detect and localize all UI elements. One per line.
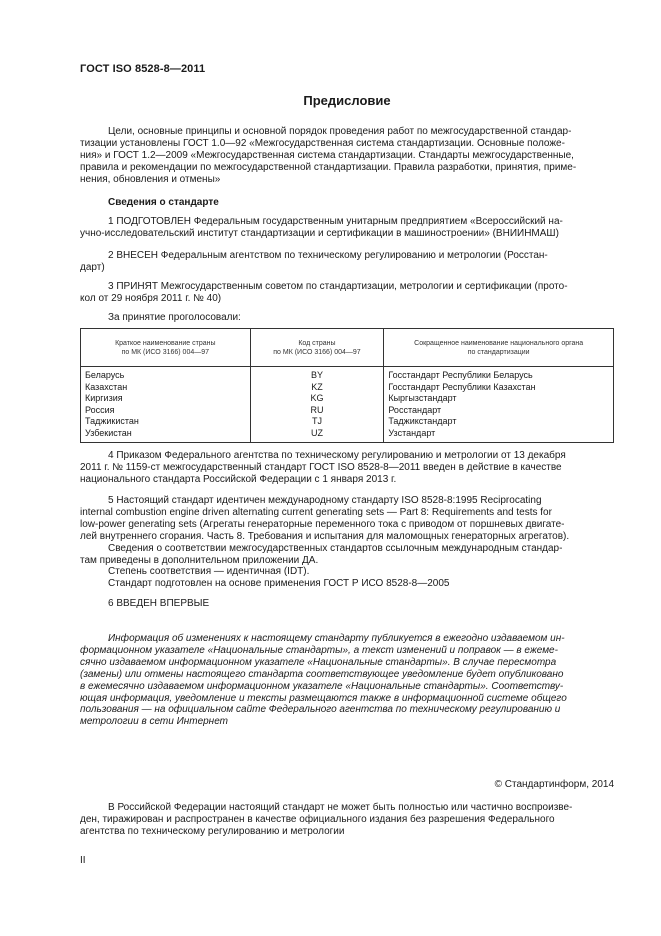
notice-line: Информация об изменениях к настоящему стандарту публикуется в ежегодно издаваемом ин- bbox=[108, 633, 565, 644]
country-cell: Казахстан bbox=[81, 382, 251, 394]
item-5-line: лей внутреннего сгорания. Часть 8. Требования и испытания для маломощных генераторных агрегатов). bbox=[80, 530, 570, 542]
intro-line: Цели, основные принципы и основной порядок проведения работ по межгосударственной стандар- bbox=[108, 126, 572, 137]
item-5-line: 5 Настоящий стандарт идентичен международному стандарту ISO 8528-8:1995 Reciprocating bbox=[108, 495, 542, 506]
country-cell: Узбекистан bbox=[81, 428, 251, 443]
country-cell: Таджикистан bbox=[81, 416, 251, 428]
intro-line: нения, обновления и отмены» bbox=[80, 173, 221, 185]
table-header-row bbox=[81, 329, 614, 367]
item-4-line: 2011 г. № 1159-ст межгосударственный стандарт ГОСТ ISO 8528-8—2011 введен в действие в качестве bbox=[80, 461, 562, 473]
page-number: II bbox=[80, 855, 86, 866]
table-row bbox=[81, 393, 614, 405]
column-header-code: Код страны по МК (ИСО 3166) 004—97 bbox=[250, 329, 384, 367]
code-cell: RU bbox=[250, 405, 384, 417]
agency-cell: Кыргызстандарт bbox=[384, 393, 614, 405]
table-row bbox=[81, 382, 614, 394]
notice-line: (замены) или отмены настоящего стандарта соответствующее уведомление будет опубликовано bbox=[80, 668, 564, 680]
code-cell: KG bbox=[250, 393, 384, 405]
item-6: 6 ВВЕДЕН ВПЕРВЫЕ bbox=[108, 598, 210, 609]
agency-cell: Узстандарт bbox=[384, 428, 614, 443]
notice-line: сячно издаваемом информационном указателе «Национальные стандарты». В случае пересмотра bbox=[80, 656, 557, 668]
intro-paragraph bbox=[80, 126, 614, 186]
item-4 bbox=[80, 450, 614, 486]
item-3-line: 3 ПРИНЯТ Межгосударственным советом по стандартизации, метрологии и сертификации (прото- bbox=[108, 281, 568, 292]
agency-cell: Таджикстандарт bbox=[384, 416, 614, 428]
agency-cell: Госстандарт Республики Казахстан bbox=[384, 382, 614, 394]
code-cell: KZ bbox=[250, 382, 384, 394]
rights-line: агентства по техническому регулированию и метрологии bbox=[80, 825, 345, 837]
copyright: © Стандартинформ, 2014 bbox=[494, 779, 614, 790]
rights-paragraph bbox=[80, 802, 614, 838]
column-header-country: Краткое наименование страны по МК (ИСО 3166) 004—97 bbox=[81, 329, 251, 367]
rights-line: В Российской Федерации настоящий стандарт не может быть полностью или частично воспроизве- bbox=[108, 802, 573, 813]
country-cell: Беларусь bbox=[81, 367, 251, 382]
notice-line: метрологии в сети Интернет bbox=[80, 716, 228, 728]
item-3-line: кол от 29 ноября 2011 г. № 40) bbox=[80, 292, 222, 304]
item-3 bbox=[80, 281, 614, 305]
item-4-line: национального стандарта Российской Федерации с 1 января 2013 г. bbox=[80, 473, 397, 485]
notice-line: в ежемесячно издаваемом информационном указателе «Национальные стандарты». Соответству- bbox=[80, 680, 564, 692]
code-cell: TJ bbox=[250, 416, 384, 428]
item-5-line: internal combustion engine driven alternating current generating sets — Part 8: Requirements and tests for bbox=[80, 506, 552, 518]
code-cell: BY bbox=[250, 367, 384, 382]
country-cell: Киргизия bbox=[81, 393, 251, 405]
voting-table bbox=[80, 328, 614, 443]
notice-line: пользования — на официальном сайте Федерального агентства по техническому регулированию и bbox=[80, 704, 561, 716]
table-row bbox=[81, 416, 614, 428]
item-5 bbox=[80, 495, 614, 590]
vote-label: За принятие проголосовали: bbox=[108, 312, 241, 323]
agency-cell: Росстандарт bbox=[384, 405, 614, 417]
page-title: Предисловие bbox=[303, 93, 391, 108]
item-2-line: 2 ВНЕСЕН Федеральным агентством по техническому регулированию и метрологии (Росстан- bbox=[108, 250, 548, 261]
item-5-note: Стандарт подготовлен на основе применения ГОСТ Р ИСО 8528-8—2005 bbox=[108, 578, 450, 590]
item-1 bbox=[80, 216, 614, 240]
country-cell: Россия bbox=[81, 405, 251, 417]
item-1-line: учно-исследовательский институт стандартизации и сертификации в машиностроении» (ВНИИНМАШ) bbox=[80, 227, 559, 239]
section-heading: Сведения о стандарте bbox=[108, 197, 219, 208]
item-5-note: Сведения о соответствии межгосударственных стандартов ссылочным международным стандар- bbox=[108, 542, 563, 554]
intro-line: ния» и ГОСТ 1.2—2009 «Межгосударственная система стандартизации. Стандарты межгосударственные, bbox=[80, 149, 574, 161]
item-2-line: дарт) bbox=[80, 261, 105, 273]
table-row bbox=[81, 405, 614, 417]
intro-line: правила и рекомендации по межгосударственной стандартизации. Правила разработки, принятия, приме- bbox=[80, 161, 577, 173]
notice-line: ющая информация, уведомление и тексты размещаются также в информационной системе общего bbox=[80, 692, 567, 704]
item-5-note: там приведены в дополнительном приложении ДА. bbox=[80, 554, 319, 566]
intro-line: тизации установлены ГОСТ 1.0—92 «Межгосударственная система стандартизации. Основные положе- bbox=[80, 137, 565, 149]
code-cell: UZ bbox=[250, 428, 384, 443]
table-row bbox=[81, 367, 614, 382]
item-5-line: low-power generating sets (Агрегаты генераторные переменного тока с приводом от поршневых двигате- bbox=[80, 518, 565, 530]
notice-line: формационном указателе «Национальные стандарты», а текст изменений и поправок — в ежеме- bbox=[80, 644, 558, 656]
item-4-line: 4 Приказом Федерального агентства по техническому регулированию и метрологии от 13 декабря bbox=[108, 450, 566, 461]
document-code: ГОСТ ISO 8528-8—2011 bbox=[80, 63, 206, 75]
amendments-notice bbox=[80, 633, 614, 728]
item-2 bbox=[80, 250, 614, 274]
item-5-note: Степень соответствия — идентичная (IDT). bbox=[108, 566, 310, 578]
agency-cell: Госстандарт Республики Беларусь bbox=[384, 367, 614, 382]
item-1-line: 1 ПОДГОТОВЛЕН Федеральным государственным унитарным предприятием «Всероссийский на- bbox=[108, 216, 563, 227]
column-header-agency: Сокращенное наименование национального органа по стандартизации bbox=[384, 329, 614, 367]
table-row bbox=[81, 428, 614, 443]
rights-line: ден, тиражирован и распространен в качестве официального издания без разрешения Федерального bbox=[80, 813, 555, 825]
